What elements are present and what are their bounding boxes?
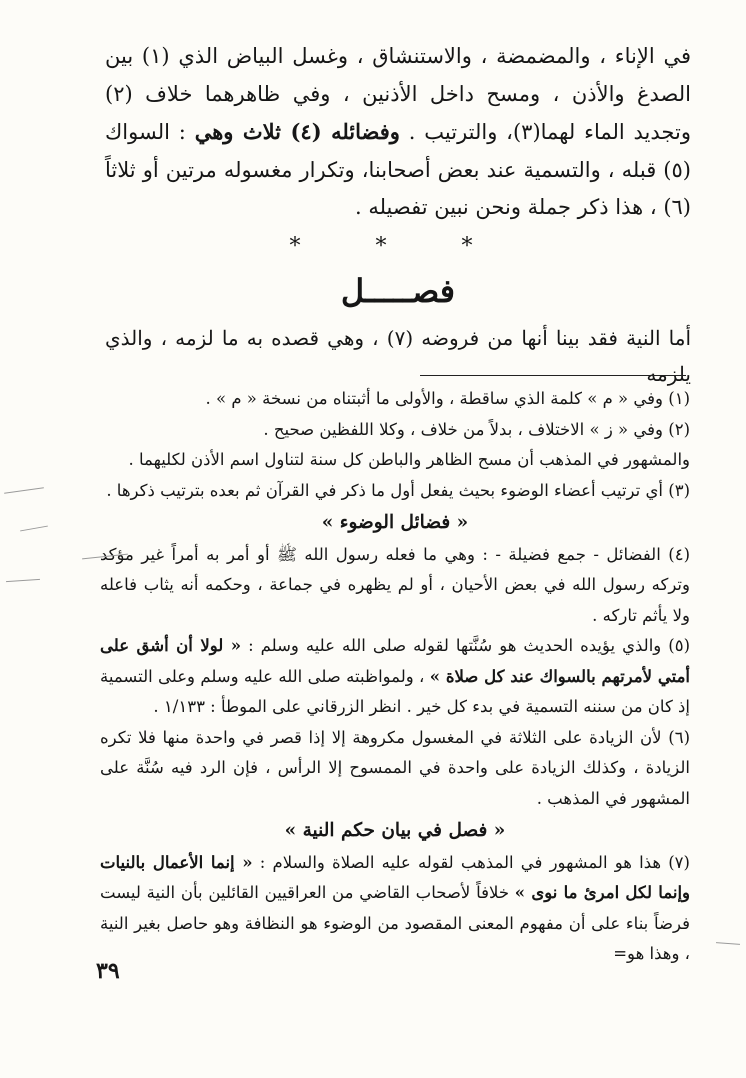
margin-mark [20,526,48,532]
footnote-3: (٣) أي ترتيب أعضاء الوضوء بحيث يفعل أول ما ذكر في القرآن ثم بعده بترتيب ذكرها . [106,480,690,500]
footnote-heading-niya: « فصل في بيان حكم النية » [284,820,506,841]
footnote-1: (١) وفي « م » كلمة الذي ساقطة ، والأولى ما أثبتناه من نسخة « م » . [205,389,690,408]
hadith-niyyat: « إنما الأعمال بالنيات وإنما لكل امرئ ما نوى » [100,852,690,902]
footnote-6: (٦) لأن الزيادة على الثلاثة في المغسول مكروهة إلا إذا قصر في واحدة منها فلا تكره الزيادة ، وكذلك الزيادة على واحدة في الممسوح إلا الرأس ، فإن الرد فيه سُنَّة على المشهور في المذهب . [100,727,690,808]
main-text [105,38,691,227]
footnote-7: (٧) هذا هو المشهور في المذهب لقوله عليه الصلاة والسلام : « إنما الأعمال بالنيات وإنما لكل امرئ ما نوى » خلافاً لأصحاب القاضي من العراقيين القائلين بأن النية ليست فرضاً بناء على أن مفهوم المعنى المقصود من الوضوء هو النظافة وهو حاصل بغير النية ، وهذا هو= [100,852,690,963]
hadith-siwak: « لولا أن أشق على أمتي لأمرتهم بالسواك عند كل صلاة » [100,636,691,686]
margin-mark [4,487,44,494]
section-separator: * * * [289,234,507,259]
margin-mark [6,579,40,582]
footnote-divider [420,375,686,376]
footnotes [100,384,690,970]
footnote-5: (٥) والذي يؤيده الحديث هو سُنَّتها لقوله صلى الله عليه وسلم : « لولا أن أشق على أمتي لأمرتهم بالسواك عند كل صلاة » ، ولمواظبته صلى الله عليه وسلم وعلى التسمية إذ كان من سننه التسمية في بدء كل خير . انظر الزرقاني على الموطأ : ١/١٣٣ . [100,636,691,716]
page-number: ٣٩ [96,958,120,984]
virtues-heading-inline: وفضائله (٤) ثلاث وهي [194,119,400,144]
footnote-4: (٤) الفضائل - جمع فضيلة - : وهي ما فعله رسول الله ﷺ أو أمر به أمراً غير مؤكد وتركه رسول الله في بعض الأحيان ، أو لم يظهره في جماعة ، وحكمه أنه يثاب فاعله ولا يأثم تاركه . [100,544,690,625]
footnote-2-continued: والمشهور في المذهب أن مسح الظاهر والباطن كل سنة لتناول اسم الأذن لكليهما . [128,450,690,469]
footnote-heading-virtues: « فضائل الوضوء » [321,512,469,533]
margin-mark [716,942,740,945]
main-paragraph: في الإناء ، والمضمضة ، والاستنشاق ، وغسل البياض الذي (١) بين الصدغ والأذن ، ومسح داخل الأذنين ، وفي ظاهرهما خلاف (٢) وتجديد الماء لهما(٣)، والترتيب . وفضائله (٤) ثلاث وهي : السواك (٥) قبله ، والتسمية عند بعض أصحابنا، وتكرار مغسوله مرتين أو ثلاثاً (٦) ، هذا ذكر جملة ونحن نبين تفصيله . [105,44,691,219]
footnote-2: (٢) وفي « ز » الاختلاف ، بدلاً من خلاف ، وكلا اللفظين صحيح . [263,419,690,439]
section-title: فصـــــل [340,272,456,310]
niya-paragraph: أما النية فقد بينا أنها من فروضه (٧) ، وهي قصده به ما لزمه ، والذي يلزمه [105,326,691,386]
